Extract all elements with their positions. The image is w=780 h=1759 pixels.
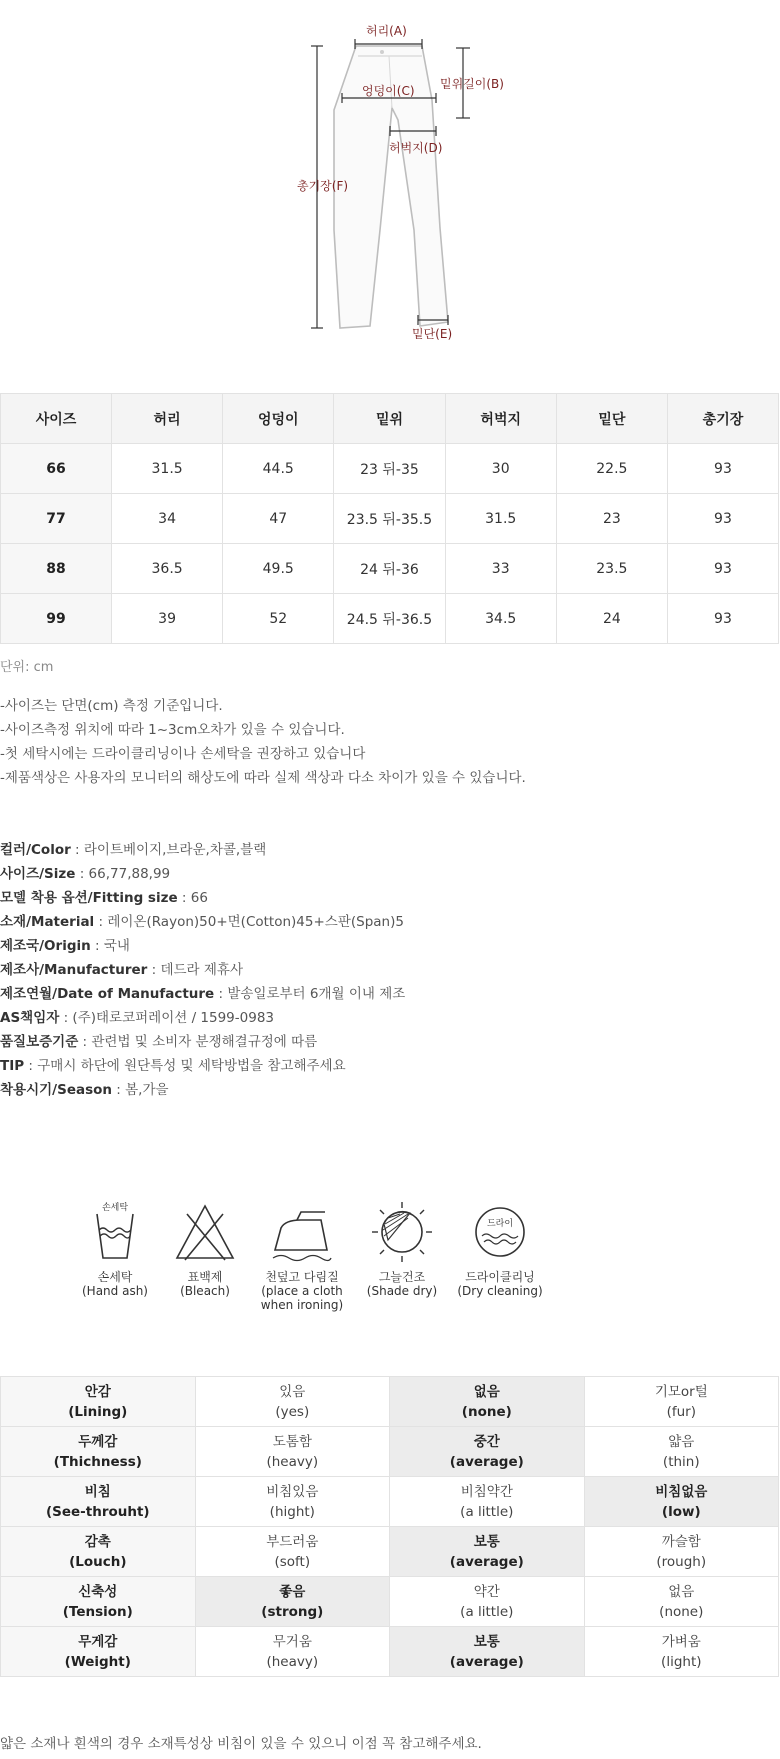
fabric-option-selected: 없음 (none) — [390, 1377, 585, 1427]
header-cell: 사이즈 — [1, 394, 112, 444]
fabric-option: 비침약간 (a little) — [390, 1477, 585, 1527]
fabric-option: 얇음 (thin) — [584, 1427, 778, 1477]
size-cell: 99 — [1, 594, 112, 644]
hand-wash-icon — [85, 1200, 145, 1264]
fabric-label: 비침 (See-throuht) — [1, 1477, 196, 1527]
spec-tip: TIP : 구매시 하단에 원단특성 및 세탁방법을 참고해주세요 — [0, 1058, 346, 1074]
care-label-en: (place a cloth — [261, 1284, 343, 1298]
care-iron-cloth — [252, 1200, 352, 1312]
spec-as: AS책임자 : (주)태로코퍼레이션 / 1599-0983 — [0, 1010, 275, 1026]
hem-label: 밑단(E) — [412, 327, 453, 341]
note-line: -제품색상은 사용자의 모니터의 해상도에 따라 실제 색상과 다소 차이가 있을 수 있습니다. — [0, 770, 526, 786]
value-cell: 93 — [667, 444, 778, 494]
care-instructions — [70, 1200, 543, 1320]
size-table — [0, 393, 779, 644]
table-row — [1, 494, 779, 544]
value-cell: 39 — [112, 594, 223, 644]
fabric-option-selected: 좋음 (strong) — [195, 1577, 389, 1627]
value-cell: 33 — [445, 544, 556, 594]
header-cell: 허벅지 — [445, 394, 556, 444]
care-label: 드라이클리닝 — [465, 1270, 535, 1284]
care-label-en: (Shade dry) — [366, 1284, 438, 1298]
rise-label: 밑위길이(B) — [440, 77, 504, 91]
fabric-option-selected: 중간 (average) — [390, 1427, 585, 1477]
dry-cleaning-icon — [468, 1200, 532, 1264]
fabric-option: 무거움 (heavy) — [195, 1627, 389, 1677]
spec-quality: 품질보증기준 : 관련법 및 소비자 분쟁해결규정에 따름 — [0, 1034, 318, 1050]
header-cell: 엉덩이 — [223, 394, 334, 444]
thigh-label: 허벅지(D) — [389, 141, 443, 155]
spec-size: 사이즈/Size : 66,77,88,99 — [0, 866, 171, 882]
fabric-option: 약간 (a little) — [390, 1577, 585, 1627]
value-cell: 47 — [223, 494, 334, 544]
shade-dry-icon — [370, 1200, 434, 1264]
header-cell: 총기장 — [667, 394, 778, 444]
table-row — [1, 444, 779, 494]
care-label: 천덮고 다림질 — [265, 1270, 339, 1284]
fabric-row — [1, 1627, 779, 1677]
care-label: 표백제 — [187, 1270, 223, 1284]
fabric-row — [1, 1377, 779, 1427]
svg-text:손세탁: 손세탁 — [101, 1203, 129, 1213]
value-cell: 52 — [223, 594, 334, 644]
pants-illustration — [0, 0, 780, 360]
care-label: 그늘건조 — [378, 1270, 426, 1284]
fabric-option: 부드러움 (soft) — [195, 1527, 389, 1577]
header-cell: 허리 — [112, 394, 223, 444]
fabric-label: 무게감 (Weight) — [1, 1627, 196, 1677]
footer-note: 얇은 소재나 흰색의 경우 소재특성상 비침이 있을 수 있으니 이점 꼭 참고해주세요. — [0, 1736, 482, 1752]
value-cell: 44.5 — [223, 444, 334, 494]
value-cell: 23 — [556, 494, 667, 544]
size-cell: 66 — [1, 444, 112, 494]
care-dry-cleaning — [450, 1200, 550, 1298]
fabric-label: 감촉 (Louch) — [1, 1527, 196, 1577]
fabric-option: 비침있음 (hight) — [195, 1477, 389, 1527]
spec-season: 착용시기/Season : 봄,가을 — [0, 1082, 169, 1098]
size-table-header-row — [1, 394, 779, 444]
care-label-en: (Hand ash) — [82, 1284, 148, 1298]
fabric-option: 기모or털 (fur) — [584, 1377, 778, 1427]
value-cell: 93 — [667, 594, 778, 644]
spec-manufacturer: 제조사/Manufacturer : 데드라 제휴사 — [0, 962, 244, 978]
care-shade-dry — [352, 1200, 452, 1298]
note-line: -사이즈는 단면(cm) 측정 기준입니다. — [0, 698, 223, 714]
fabric-row — [1, 1577, 779, 1627]
note-line: -첫 세탁시에는 드라이클리닝이나 손세탁을 권장하고 있습니다 — [0, 746, 366, 762]
total-length-label: 총기장(F) — [297, 179, 349, 193]
header-cell: 밑단 — [556, 394, 667, 444]
value-cell: 30 — [445, 444, 556, 494]
fabric-row — [1, 1427, 779, 1477]
waist-label: 허리(A) — [366, 24, 407, 38]
fabric-label: 신축성 (Tension) — [1, 1577, 196, 1627]
fabric-row — [1, 1477, 779, 1527]
pants-measurement-diagram — [0, 0, 780, 360]
unit-note: 단위: cm — [0, 660, 54, 675]
spec-color: 컬러/Color : 라이트베이지,브라운,차콜,블랙 — [0, 842, 267, 858]
fabric-label: 안감 (Lining) — [1, 1377, 196, 1427]
value-cell: 24 뒤-36 — [334, 544, 445, 594]
fabric-option-selected: 보통 (average) — [390, 1527, 585, 1577]
value-cell: 31.5 — [445, 494, 556, 544]
value-cell: 36.5 — [112, 544, 223, 594]
spec-fitting-size: 모델 착용 옵션/Fitting size : 66 — [0, 890, 208, 906]
spec-material: 소재/Material : 레이온(Rayon)50+면(Cotton)45+스판(Span)5 — [0, 914, 404, 930]
size-cell: 88 — [1, 544, 112, 594]
care-label-en: (Dry cleaning) — [457, 1284, 543, 1298]
fabric-row — [1, 1527, 779, 1577]
no-bleach-icon — [173, 1200, 237, 1264]
spec-date: 제조연월/Date of Manufacture : 발송일로부터 6개월 이내 제조 — [0, 986, 406, 1002]
value-cell: 23 뒤-35 — [334, 444, 445, 494]
fabric-option: 있음 (yes) — [195, 1377, 389, 1427]
value-cell: 22.5 — [556, 444, 667, 494]
value-cell: 34.5 — [445, 594, 556, 644]
header-cell: 밑위 — [334, 394, 445, 444]
care-label: 손세탁 — [97, 1270, 133, 1284]
value-cell: 93 — [667, 494, 778, 544]
value-cell: 49.5 — [223, 544, 334, 594]
care-label-en: (Bleach) — [180, 1284, 230, 1298]
table-row — [1, 594, 779, 644]
value-cell: 31.5 — [112, 444, 223, 494]
table-row — [1, 544, 779, 594]
product-specs — [0, 838, 405, 1102]
value-cell: 23.5 — [556, 544, 667, 594]
spec-origin: 제조국/Origin : 국내 — [0, 938, 130, 954]
value-cell: 34 — [112, 494, 223, 544]
fabric-label: 두께감 (Thichness) — [1, 1427, 196, 1477]
fabric-option-selected: 보통 (average) — [390, 1627, 585, 1677]
fabric-option-selected: 비침없음 (low) — [584, 1477, 778, 1527]
note-line: -사이즈측정 위치에 따라 1~3cm오차가 있을 수 있습니다. — [0, 722, 345, 738]
iron-with-cloth-icon — [267, 1200, 337, 1264]
fabric-option: 도톰함 (heavy) — [195, 1427, 389, 1477]
care-hand-wash — [70, 1200, 160, 1298]
size-notes — [0, 694, 526, 790]
hip-label: 엉덩이(C) — [362, 84, 415, 98]
value-cell: 93 — [667, 544, 778, 594]
size-cell: 77 — [1, 494, 112, 544]
value-cell: 23.5 뒤-35.5 — [334, 494, 445, 544]
care-no-bleach — [160, 1200, 250, 1298]
fabric-option: 없음 (none) — [584, 1577, 778, 1627]
svg-text:드라이: 드라이 — [486, 1219, 514, 1229]
value-cell: 24.5 뒤-36.5 — [334, 594, 445, 644]
fabric-table — [0, 1376, 779, 1677]
value-cell: 24 — [556, 594, 667, 644]
fabric-option: 까슬함 (rough) — [584, 1527, 778, 1577]
fabric-option: 가벼움 (light) — [584, 1627, 778, 1677]
care-label-en: when ironing) — [260, 1298, 344, 1312]
